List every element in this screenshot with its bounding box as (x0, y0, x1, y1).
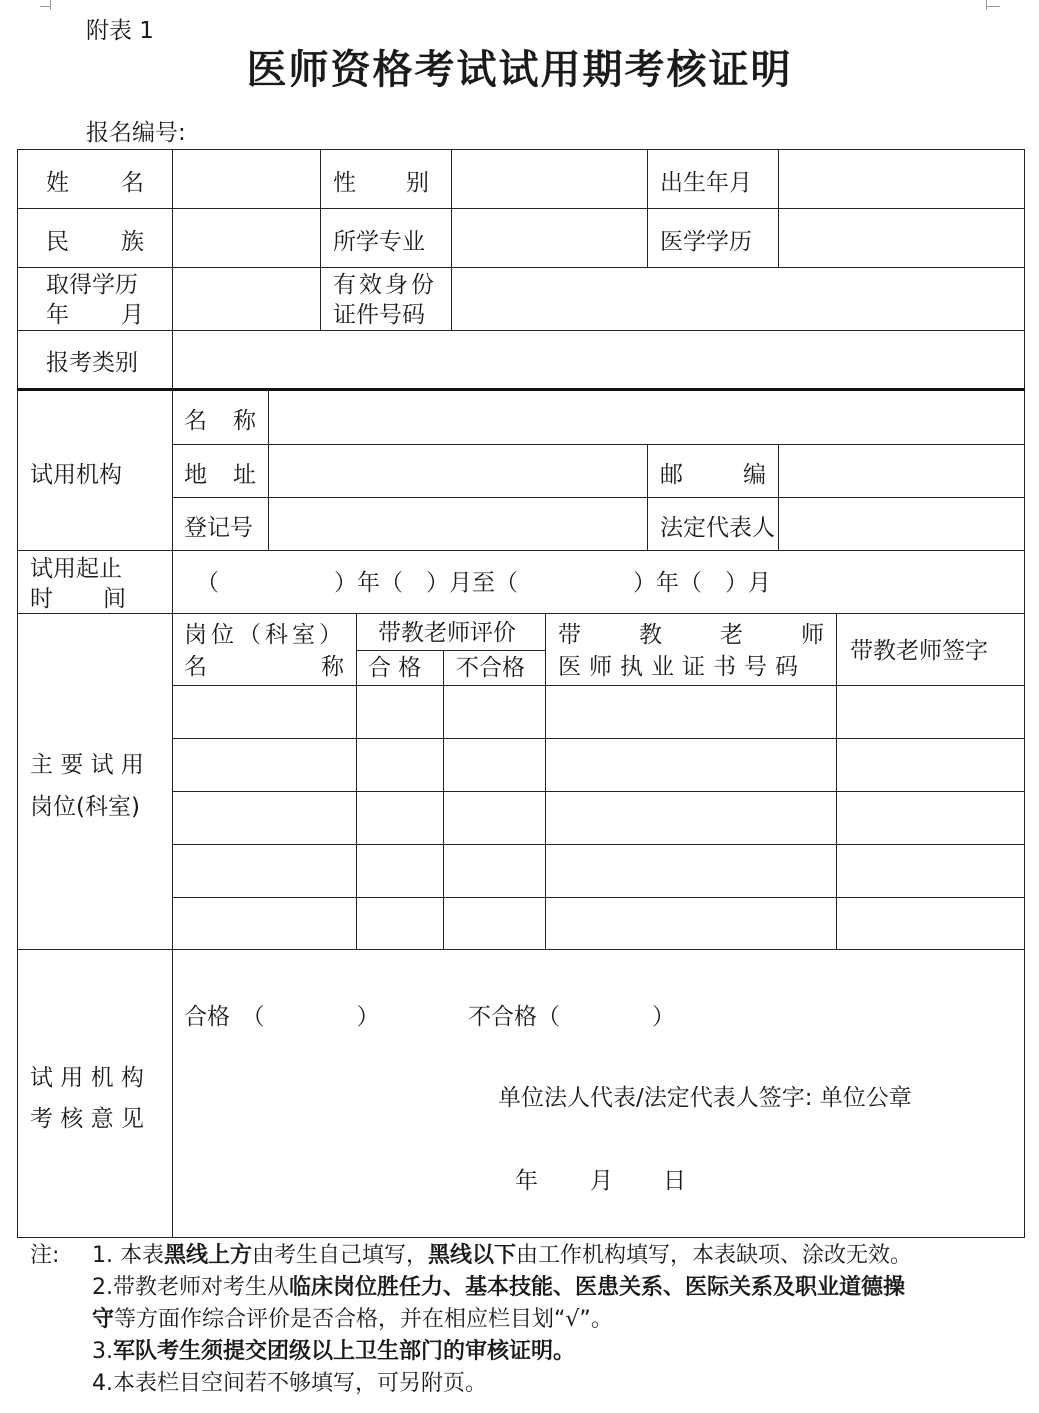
note-4: 4.本表栏目空间若不够填写，可另附页。 (92, 1371, 487, 1396)
col-post-label-line2: 名 称 (184, 654, 344, 680)
note-2-line2: 守等方面作综合评价是否合格，并在相应栏目划“√”。 (92, 1307, 613, 1332)
date-month-label: 月 (590, 1168, 613, 1194)
period-label-line1: 试用起止 (30, 556, 122, 582)
date-day-label: 日 (663, 1168, 686, 1194)
birth-date-label: 出生年月 (660, 170, 752, 196)
col-eval-header: 带教老师评价 (378, 620, 516, 646)
degree-date-label-line1: 取得学历 (46, 272, 138, 298)
legal-representative-field[interactable] (779, 498, 1024, 550)
assessment-label-line1: 试 用 机 构 (30, 1065, 144, 1091)
id-number-field[interactable] (452, 268, 1024, 330)
col-cert-label-line2: 医师执业证书号码 (558, 654, 806, 680)
postcode-label: 邮 编 (660, 462, 766, 488)
period-label-line2: 时 间 (30, 586, 126, 612)
crop-mark (986, 6, 1000, 7)
medical-education-field[interactable] (779, 209, 1024, 267)
major-label: 所学专业 (333, 229, 425, 255)
name-label: 姓 名 (46, 170, 144, 196)
col-signature-label: 带教老师签字 (850, 638, 988, 664)
gender-field[interactable] (452, 150, 647, 208)
id-label-line2: 证件号码 (333, 302, 425, 328)
page-title: 医师资格考试试用期考核证明 (246, 47, 793, 93)
name-field[interactable] (173, 150, 320, 208)
position-row[interactable] (173, 686, 1024, 738)
crop-mark (40, 6, 50, 7)
position-row[interactable] (173, 792, 1024, 844)
institution-address-field[interactable] (269, 445, 647, 497)
exam-category-field[interactable] (173, 331, 1024, 388)
medical-education-label: 医学学历 (660, 229, 752, 255)
legal-rep-signature-label: 单位法人代表/法定代表人签字: 单位公章 (498, 1085, 912, 1111)
registration-number-label: 报名编号: (86, 120, 186, 146)
position-row[interactable] (173, 845, 1024, 897)
note-1: 1. 本表黑线上方由考生自己填写，黑线以下由工作机构填写，本表缺项、涂改无效。 (92, 1243, 913, 1268)
crop-mark (986, 0, 987, 10)
crop-mark (50, 0, 51, 10)
assessment-fail-option[interactable]: 不合格（ ） (468, 1004, 675, 1030)
trial-period-text[interactable]: （ ）年（ ）月至（ ）年（ ）月 (196, 570, 771, 596)
major-field[interactable] (452, 209, 647, 267)
ethnicity-label: 民 族 (46, 229, 144, 255)
institution-registration-field[interactable] (269, 498, 647, 550)
degree-date-label-line2: 年 月 (46, 302, 144, 328)
position-row[interactable] (173, 898, 1024, 949)
id-label-line1: 有效身份 (333, 272, 437, 298)
date-year-label: 年 (515, 1168, 538, 1194)
institution-name-label: 名 称 (184, 408, 256, 434)
positions-section-label-line1: 主 要 试 用 (30, 752, 144, 778)
col-post-label-line1: 岗位（科室） (184, 622, 346, 648)
col-pass-label: 合 格 (368, 655, 422, 681)
note-2-line1: 2.带教老师对考生从临床岗位胜任力、基本技能、医患关系、医际关系及职业道德操 (92, 1275, 906, 1300)
ethnicity-field[interactable] (173, 209, 320, 267)
institution-name-field[interactable] (269, 391, 1024, 444)
col-fail-label: 不合格 (456, 655, 525, 681)
institution-address-label: 地 址 (184, 462, 256, 488)
legal-representative-label: 法定代表人 (660, 515, 775, 541)
birth-date-field[interactable] (779, 150, 1024, 208)
institution-section-label: 试用机构 (30, 462, 122, 488)
degree-date-field[interactable] (173, 268, 320, 330)
postcode-field[interactable] (779, 445, 1024, 497)
gender-label: 性 别 (333, 170, 429, 196)
col-cert-label-line1: 带 教 老 师 (558, 622, 824, 648)
exam-category-label: 报考类别 (46, 350, 138, 376)
positions-section-label-line2: 岗位(科室) (30, 794, 140, 820)
assessment-pass-option[interactable]: 合格 （ ） (184, 1004, 380, 1030)
notes-prefix: 注: (30, 1243, 60, 1268)
appendix-label: 附表 1 (86, 18, 154, 44)
position-row[interactable] (173, 739, 1024, 791)
institution-registration-label: 登记号 (184, 515, 253, 541)
note-3: 3.军队考生须提交团级以上卫生部门的审核证明。 (92, 1339, 576, 1364)
assessment-label-line2: 考 核 意 见 (30, 1106, 144, 1132)
